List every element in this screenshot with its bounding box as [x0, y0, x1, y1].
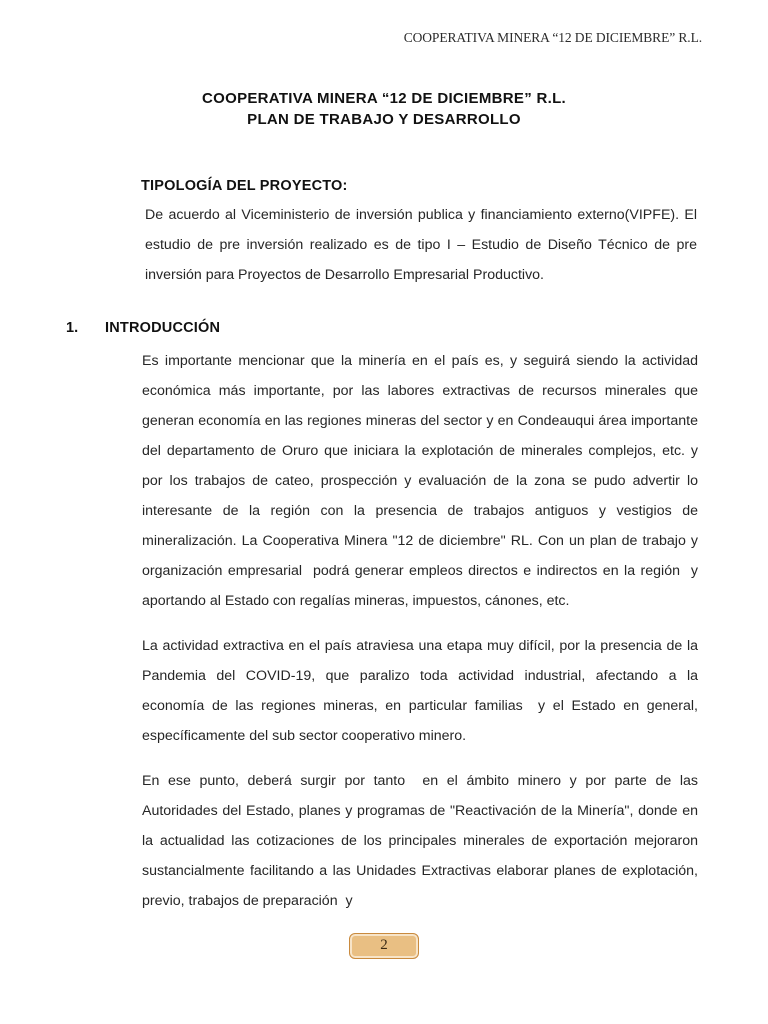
running-header: COOPERATIVA MINERA “12 DE DICIEMBRE” R.L.: [403, 30, 702, 45]
page-number-badge: 2: [349, 933, 419, 959]
introduccion-paragraph-3: En ese punto, deberá surgir por tanto en el ámbito minero y por parte de las Autoridades del Estado, planes y programas de "Reactivación de la Minería", donde en la actualidad las cotizaciones de los principales minerales de exportación mejoraron sustancialmente facilitando a las Unidades Extractivas elaborar planes de explotación, previo, trabajos de preparación y: [142, 773, 702, 909]
document-title-block: [66, 88, 702, 130]
document-title-line-1: COOPERATIVA MINERA “12 DE DICIEMBRE” R.L.: [202, 90, 566, 107]
page-number-footer: [0, 933, 768, 959]
introduccion-body: [142, 346, 702, 916]
introduccion-paragraph-1: Es importante mencionar que la minería en el país es, y seguirá siendo la actividad económica más importante, por las labores extractivas de recursos minerales que generan economía en las regiones mineras del sector y en Condeauqui área importante del departamento de Oruro que iniciara la explotación de minerales complejos, etc. y por los trabajos de cateo, prospección y evaluación de la zona se pudo advertir lo interesante de la región con la presencia de trabajos antiguos y vestigios de mineralización. La Cooperativa Minera "12 de diciembre" RL. Con un plan de trabajo y organización empresarial podrá generar empleos directos e indirectos en la región y aportando al Estado con regalías mineras, impuestos, cánones, etc.: [142, 353, 702, 609]
tipologia-heading: TIPOLOGÍA DEL PROYECTO:: [141, 178, 348, 194]
introduccion-heading-label: INTRODUCCIÓN: [105, 320, 221, 336]
introduccion-paragraph-2: La actividad extractiva en el país atraviesa una etapa muy difícil, por la presencia de la Pandemia del COVID-19, que paralizo toda actividad industrial, afectando a la economía de las regiones mineras, en particular familias y el Estado en general, específicamente del sub sector cooperativo minero.: [142, 638, 702, 744]
document-title-line-2: PLAN DE TRABAJO Y DESARROLLO: [247, 111, 521, 128]
introduccion-heading: [66, 320, 697, 336]
introduccion-section: [66, 320, 702, 916]
introduccion-number: 1.: [66, 320, 79, 336]
tipologia-paragraph: De acuerdo al Viceministerio de inversión publica y financiamiento externo(VIPFE). El estudio de pre inversión realizado es de tipo I – Estudio de Diseño Técnico de pre inversión para Proyectos de Desarrollo Empresarial Productivo.: [145, 207, 701, 283]
tipologia-section: [141, 178, 701, 290]
